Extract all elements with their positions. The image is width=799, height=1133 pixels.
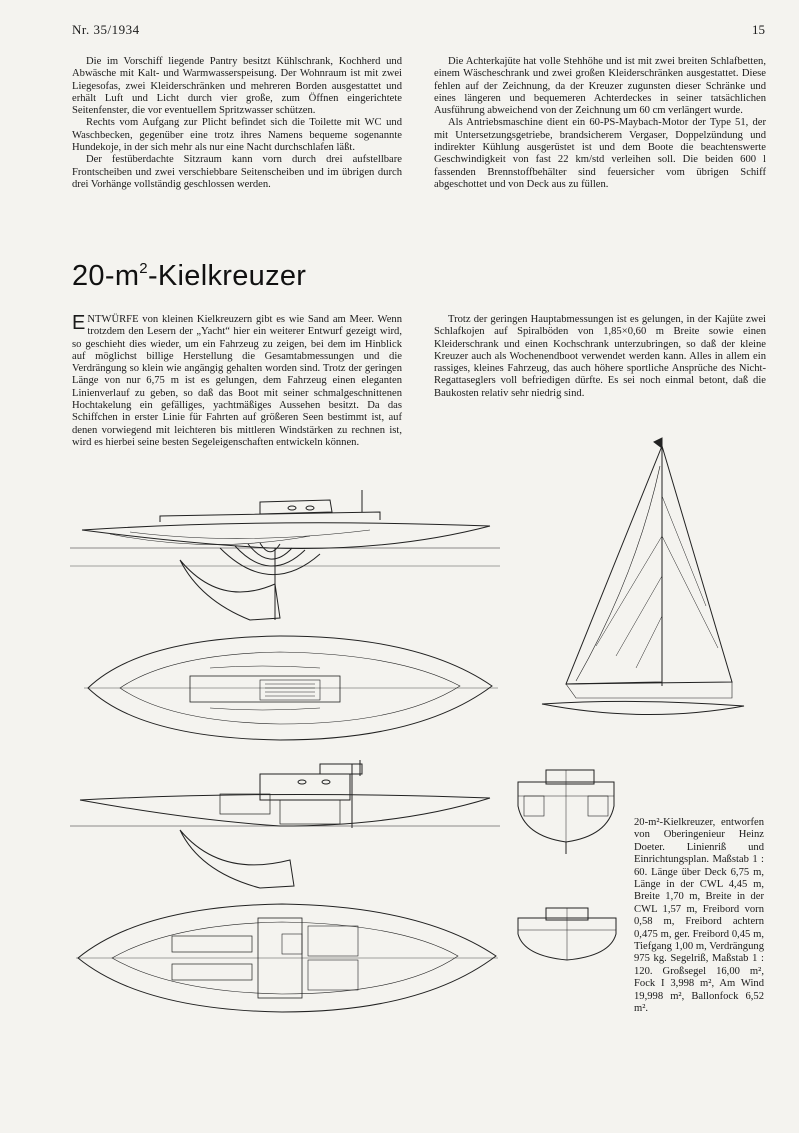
article-title	[72, 260, 306, 293]
paragraph: Trotz der geringen Hauptabmessungen ist es gelungen, in der Kajüte zwei Schlafkojen auf Spiralböden von 1,85×0,60 m Breite sowie einen Kleiderschrank und einen Kochschrank unterzubringen, so daß der kleine Kreuzer auch als Wochenendboot verwendet werden kann. Alles in allem ein rassiges, kleines Fahrzeug, das auch höhere sportliche Ansprüche des Nicht-Regattaseglers voll befriedigen dürfte. Es sei noch einmal betont, daß die Baukosten relativ sehr niedrig sind.	[434, 314, 766, 399]
paragraph: Die im Vorschiff liegende Pantry besitzt Kühlschrank, Kochherd und Abwäsche mit Kalt- und Warmwasserspeisung. Der Wohnraum ist mit zwei Liegesofas, zwei Kleiderschränken und mehreren Borden ausgestattet und erhält Luft und Licht durch vier große, zum Öffnen eingerichtete Seitenfenster, die vor eventuellem Spritzwasser schützen.	[72, 56, 402, 117]
article-text: NTWÜRFE von kleinen Kielkreuzern gibt es wie Sand am Meer. Wenn trotzdem den Lesern der „Yacht“ hier ein weiterer Entwurf gezeigt wird, so geschieht dies wieder, um ein Fahrzeug zu zeigen, bei dem im Hinblick auf möglichst billige Herstellung die Gesamtabmessungen und die Verdrängung so klein wie angängig gehalten worden sind. Trotz der geringen Länge von nur 6,75 m ist es gelungen, dem Fahrzeug einen eleganten Linienverlauf zu geben, so daß das Boot mit seiner schmalgeschnittenen Hochtakelung ein gefälliges, yachtmäßiges Aussehen besitzt. Da das Schiffchen in erster Linie für Fahrten auf größeren Seen bestimmt ist, auf denen vorwiegend mit leichteren bis mittleren Windstärken zu rechnen ist, wird es hierbei seine besten Segeleigenschaften entwickeln können.	[72, 314, 402, 448]
article-column-right	[434, 314, 766, 400]
section-drawing-upper	[510, 756, 622, 856]
page-number: 15	[752, 22, 765, 37]
intro-column-left	[72, 56, 402, 191]
paragraph: Die Achterkajüte hat volle Stehhöhe und ist mit zwei breiten Schlafbetten, einem Wäscheschrank und zwei großen Kleiderschränken ausgestattet. Diese fehlen auf der Zeichnung, da der Kreuzer zugunsten dieser Schränke und eines längeren und bequemeren Achterdeckes in seiner tatsächlichen Ausführung abweichend von der Zeichnung um 60 cm verlängert wurde.	[434, 56, 766, 117]
section-drawing-lower	[512, 900, 622, 964]
paragraph	[72, 314, 402, 449]
hull-profile-drawing	[70, 488, 500, 628]
interior-plan-drawing	[72, 898, 502, 1018]
drop-cap: E	[72, 312, 86, 334]
paragraph: Der festüberdachte Sitzraum kann vorn durch drei aufstellbare Frontscheiben und zwei verschiebbare Seitenscheiben und im übrigen durch drei Vorhänge vollständig geschlossen werden.	[72, 154, 402, 190]
paragraph: Rechts vom Aufgang zur Plicht befindet sich die Toilette mit WC und Waschbecken, gegenüber eine trotz ihres Namens bequeme sogenannte Hundekoje, in der sich mehr als nur eine Nacht durchschlafen läßt.	[72, 117, 402, 154]
article-column-left	[72, 314, 402, 449]
issue-number: Nr. 35/1934	[72, 22, 140, 37]
interior-profile-drawing	[70, 760, 500, 890]
intro-column-right	[434, 56, 766, 191]
sail-plan-drawing	[536, 436, 748, 726]
figure-caption: 20-m²-Kielkreuzer, entworfen von Oberingenieur Heinz Doeter. Linienriß und Einrichtungsplan. Maßstab 1 : 60. Länge über Deck 6,75 m, Länge in der CWL 4,45 m, Breite 1,70 m, Breite in der CWL 1,57 m, Freibord vorn 0,58 m, Freibord achtern 0,475 m, ger. Freibord 0,45 m, Tiefgang 1,00 m, Verdrängung 975 kg. Segelriß, Maßstab 1 : 120. Großsegel 16,00 m², Fock I 3,998 m², Am Wind 19,998 m², Ballonfock 6,52 m².	[634, 817, 764, 1015]
title-part: 20-m	[72, 260, 140, 292]
deck-plan-drawing	[80, 628, 500, 748]
title-part: -Kielkreuzer	[147, 260, 307, 292]
title-superscript: 2	[139, 260, 148, 277]
paragraph: Als Antriebsmaschine dient ein 60-PS-Maybach-Motor der Type 51, der mit Untersetzungsgetriebe, brandsicherem Vergaser, Doppelzündung und indirekter Kühlung ausgerüstet ist und dem Boote die beachtenswerte Geschwindigkeit von fast 22 km/std verleihen soll. Die beiden 600 l fassenden Brennstoffbehälter sind feuersicher vom übrigen Schiff abgeschottet und von Deck aus zu füllen.	[434, 117, 766, 190]
